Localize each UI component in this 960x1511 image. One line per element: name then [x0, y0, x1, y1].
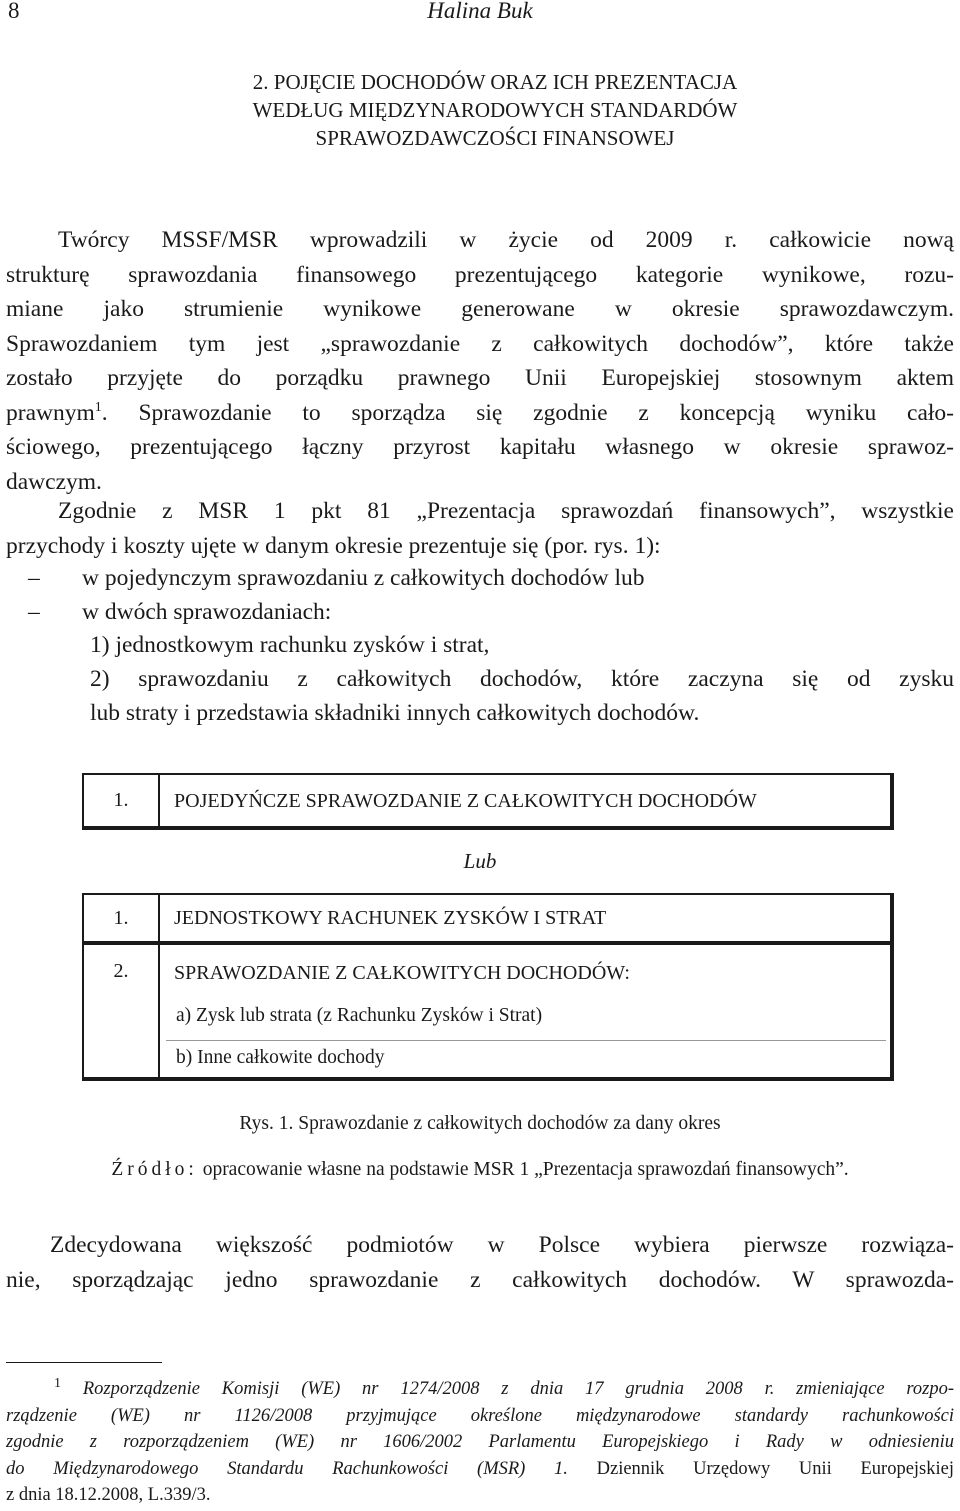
source-text: opracowanie własne na podstawie MSR 1 „Prezentacja sprawozdań finansowych”. [197, 1159, 849, 1180]
text-run: prawnym [6, 399, 95, 426]
footnote-line: zgodnie z rozporządzeniem (WE) nr 1606/2002 Parlamentu Europejskiego i Rady w odniesieniu [6, 1432, 954, 1452]
footnote [6, 1376, 954, 1509]
paragraph-conclusion [6, 1228, 954, 1297]
figure-sub-item-a: a) Zysk lub strata (z Rachunku Zysków i Strat) [176, 1005, 543, 1026]
page-number: 8 [8, 0, 20, 23]
text-line: miane jako strumienie wynikowe generowane w okresie sprawozdawczym. [6, 296, 954, 322]
section-title-line: 2. POJĘCIE DOCHODÓW ORAZ ICH PREZENTACJA [252, 70, 738, 94]
list-item [90, 628, 954, 662]
source-label: Źródło: [111, 1159, 198, 1180]
list-item-text: 2) sprawozdaniu z całkowitych dochodów, które zaczyna się od zysku [90, 666, 954, 692]
text-line: dawczym. [6, 468, 102, 495]
divider [166, 1040, 886, 1041]
figure-box-number: 1. [84, 895, 160, 941]
footnote-divider [6, 1362, 162, 1363]
figure-box-number: 1. [84, 775, 160, 826]
text-line [6, 396, 954, 431]
text-line: strukturę sprawozdania finansowego prezentującego kategorie wynikowe, rozu- [6, 261, 954, 288]
footnote-line [6, 1376, 954, 1403]
paragraph-intro [6, 223, 954, 499]
list-item-text: 1) jednostkowym rachunku zysków i strat, [90, 632, 490, 658]
section-title-line: WEDŁUG MIĘDZYNARODOWYCH STANDARDÓW [252, 98, 738, 122]
text-line: Twórcy MSSF/MSR wprowadzili w życie od 2009 r. całkowicie nową [58, 227, 954, 253]
footnote-marker: 1 [54, 1375, 61, 1391]
text-line: Sprawozdaniem tym jest „sprawozdanie z całkowitych dochodów”, które także [6, 330, 954, 357]
figure-source [0, 1159, 960, 1181]
footnote-ref: 1 [94, 399, 102, 415]
text-line: Zdecydowana większość podmiotów w Polsce wybiera pierwsze rozwiąza- [50, 1232, 954, 1258]
figure-box-label: SPRAWOZDANIE Z CAŁKOWITYCH DOCHODÓW: [174, 962, 630, 984]
footnote-line [6, 1456, 954, 1483]
list-item-text: w pojedynczym sprawozdaniu z całkowitych dochodów lub [82, 565, 645, 591]
list-item-text: lub straty i przedstawia składniki innych całkowitych dochodów. [90, 700, 700, 726]
text-line: ściowego, prezentującego łączny przyrost kapitału własnego w okresie sprawoz- [6, 434, 954, 460]
text-line: Zgodnie z MSR 1 pkt 81 „Prezentacja sprawozdań finansowych”, wszystkie [58, 498, 954, 524]
footnote-line: rządzenie (WE) nr 1126/2008 przyjmujące określone międzynarodowe standardy rachunkowości [6, 1405, 954, 1426]
footnote-text: do Międzynarodowego Standardu Rachunkowości (MSR) 1. [6, 1458, 568, 1479]
text-line: przychody i koszty ujęte w danym okresie prezentuje się (por. rys. 1): [6, 532, 661, 559]
section-title [0, 68, 960, 152]
figure-box-income-statement [82, 893, 894, 945]
footnote-line: z dnia 18.12.2008, L.339/3. [6, 1485, 211, 1505]
list-item [28, 595, 331, 629]
figure-box-number: 2. [84, 945, 160, 1077]
figure-box-label: POJEDYŃCZE SPRAWOZDANIE Z CAŁKOWITYCH DOCHODÓW [174, 790, 757, 812]
footnote-text: Dziennik Urzędowy Unii Europejskiej [567, 1458, 954, 1479]
text-line: nie, sporządzając jedno sprawozdanie z całkowitych dochodów. W sprawozda- [6, 1266, 954, 1293]
paragraph-msr [6, 494, 954, 563]
list-item [28, 561, 645, 595]
figure-box-label: JEDNOSTKOWY RACHUNEK ZYSKÓW I STRAT [174, 907, 607, 929]
author-name: Halina Buk [427, 0, 533, 23]
footnote-text: Rozporządzenie Komisji (WE) nr 1274/2008 z dnia 17 grudnia 2008 r. zmieniające rozpo- [61, 1379, 954, 1399]
list-item [90, 662, 954, 730]
figure-sub-item-b: b) Inne całkowite dochody [176, 1047, 385, 1068]
list-item-text: w dwóch sprawozdaniach: [82, 599, 332, 625]
figure-caption: Rys. 1. Sprawozdanie z całkowitych dochodów za dany okres [239, 1113, 721, 1134]
dash-bullet: – [28, 599, 40, 625]
section-title-line: SPRAWOZDAWCZOŚCI FINANSOWEJ [315, 126, 675, 150]
dash-bullet: – [28, 565, 40, 591]
text-line: zostało przyjęte do porządku prawnego Unii Europejskiej stosownym aktem [6, 365, 954, 391]
figure-box-single-statement [82, 773, 894, 830]
figure-or-label: Lub [463, 849, 497, 873]
text-run: . Sprawozdanie to sporządza się zgodnie z koncepcją wyniku cało- [101, 399, 954, 426]
running-header [0, 0, 960, 28]
